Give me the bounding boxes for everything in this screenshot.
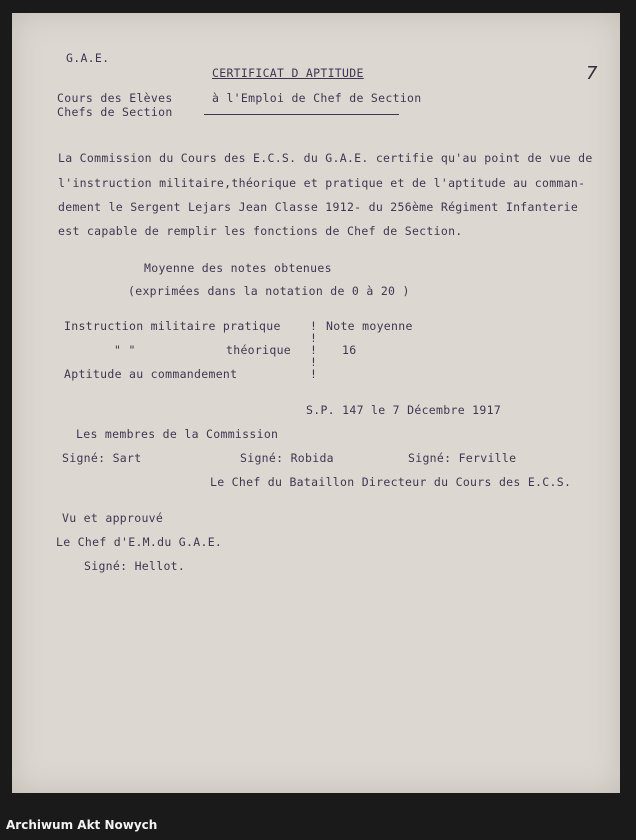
grade-row-command: Aptitude au commandement — [64, 367, 238, 381]
org-header: G.A.E. — [66, 51, 110, 65]
grade-row-theoretical: théorique — [226, 343, 292, 357]
grade-row-practical: Instruction militaire pratique — [64, 319, 281, 333]
grade-separator-2: ! — [310, 331, 318, 345]
grades-subheading: (exprimées dans la notation de 0 à 20 ) — [128, 284, 410, 298]
members-heading: Les membres de la Commission — [76, 427, 279, 441]
certificate-title: CERTIFICAT D APTITUDE — [212, 66, 364, 80]
approval-line-2: Le Chef d'E.M.du G.A.E. — [56, 535, 223, 549]
body-line-3: dement le Sergent Lejars Jean Classe 1912- du 256ème Régiment Infanterie — [58, 200, 579, 214]
grade-separator-1: ! — [310, 319, 318, 333]
grades-heading: Moyenne des notes obtenues — [144, 261, 332, 275]
body-line-1: La Commission du Cours des E.C.S. du G.A.E. certifie qu'au point de vue de — [58, 151, 593, 165]
course-name-line2: Chefs de Section — [57, 105, 173, 119]
signature-ferville: Signé: Ferville — [408, 451, 517, 465]
archive-footer-bar — [0, 810, 636, 840]
approval-signature: Signé: Hellot. — [84, 559, 186, 573]
page-number-mark: 7 — [586, 63, 598, 84]
grade-separator-4: ! — [310, 355, 318, 369]
body-line-2: l'instruction militaire,théorique et pratique et de l'aptitude au comman- — [58, 176, 586, 190]
course-name-line1: Cours des Elèves — [57, 91, 173, 105]
body-line-4: est capable de remplir les fonctions de Chef de Section. — [58, 224, 463, 238]
grade-separator-5: ! — [310, 367, 318, 381]
signature-robida: Signé: Robida — [240, 451, 334, 465]
grade-row-ditto: " " — [114, 343, 136, 357]
place-date: S.P. 147 le 7 Décembre 1917 — [306, 403, 502, 417]
grade-column-header: Note moyenne — [326, 319, 413, 333]
document-sheet — [12, 13, 620, 793]
archive-name: Archiwum Akt Nowych — [6, 818, 158, 832]
certificate-subtitle: à l'Emploi de Chef de Section — [212, 91, 422, 105]
grade-separator-3: ! — [310, 343, 318, 357]
chef-bataillon-line: Le Chef du Bataillon Directeur du Cours des E.C.S. — [210, 475, 572, 489]
title-underline — [204, 114, 399, 115]
grade-value: 16 — [342, 343, 357, 357]
approval-line-1: Vu et approuvé — [62, 511, 164, 525]
signature-sart: Signé: Sart — [62, 451, 142, 465]
